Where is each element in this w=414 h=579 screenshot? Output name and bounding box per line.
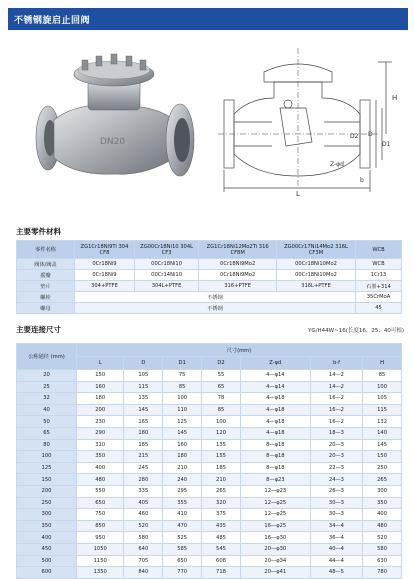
- dimensions-note: YG/H44W~16(长度16、25、40可根): [308, 328, 404, 334]
- table-cell: 630: [363, 555, 402, 567]
- table-cell: 585: [163, 543, 202, 555]
- table-cell: 705: [124, 555, 163, 567]
- svg-text:D: D: [368, 131, 373, 138]
- table-cell: 145: [124, 404, 163, 416]
- table-cell: 850: [77, 520, 124, 532]
- dn-cell: 500: [17, 555, 77, 567]
- table-cell: 4—φ18: [240, 393, 310, 405]
- materials-col-header: WCB: [356, 241, 402, 259]
- table-cell: 78: [202, 393, 241, 405]
- table-cell: 16—φ30: [240, 532, 310, 544]
- table-cell: 160: [163, 439, 202, 451]
- table-cell: 135: [202, 439, 241, 451]
- table-row: [17, 370, 402, 382]
- table-cell: 200: [77, 404, 124, 416]
- table-cell: 300: [363, 485, 402, 497]
- dn-col-header: 公称通径 (mm): [17, 344, 77, 370]
- table-cell: 8—φ18: [240, 439, 310, 451]
- table-cell: 75: [163, 370, 202, 382]
- dn-cell: 25: [17, 381, 77, 393]
- table-cell: 950: [77, 532, 124, 544]
- table-row: [17, 451, 402, 463]
- table-cell: 470: [163, 520, 202, 532]
- table-cell: 480: [363, 520, 402, 532]
- table-cell: 545: [202, 543, 241, 555]
- table-row: [17, 485, 402, 497]
- table-cell: 290: [77, 427, 124, 439]
- table-cell: 35CrMoA: [356, 292, 402, 303]
- table-cell: 石墨+314: [356, 281, 402, 292]
- table-cell: 22—3: [310, 462, 362, 474]
- table-cell: 44—4: [310, 555, 362, 567]
- table-cell: 245: [124, 462, 163, 474]
- dimension-drawing: [210, 38, 406, 198]
- table-cell: 180: [163, 451, 202, 463]
- materials-table: [16, 240, 402, 314]
- table-cell: 310: [77, 439, 124, 451]
- table-cell: 150: [77, 370, 124, 382]
- table-row: [17, 543, 402, 555]
- svg-text:DN20: DN20: [100, 137, 126, 147]
- table-cell: 650: [163, 555, 202, 567]
- dn-cell: 50: [17, 416, 77, 428]
- dn-cell: 40: [17, 404, 77, 416]
- table-cell: 840: [124, 567, 163, 579]
- table-cell: 1Cr13: [356, 270, 402, 281]
- table-row: [17, 509, 402, 521]
- table-cell: 85: [202, 404, 241, 416]
- table-cell: 304L+PTFE: [134, 281, 198, 292]
- table-cell: 12—φ25: [240, 509, 310, 521]
- table-cell: 185: [202, 462, 241, 474]
- materials-col-header: ZG1Cr18Ni12Mo2Ti 316 CF8M: [199, 241, 277, 259]
- table-cell: 34—4: [310, 520, 362, 532]
- valve-photo: [26, 40, 204, 190]
- table-cell: 550: [77, 485, 124, 497]
- table-cell: 250: [363, 462, 402, 474]
- table-cell: 115: [124, 381, 163, 393]
- table-row: [17, 416, 402, 428]
- table-cell: 525: [163, 532, 202, 544]
- table-cell: 105: [124, 370, 163, 382]
- table-cell: 410: [163, 509, 202, 521]
- table-cell: 240: [163, 474, 202, 486]
- table-cell: 180: [124, 427, 163, 439]
- dn-cell: 450: [17, 543, 77, 555]
- table-cell: 150: [363, 451, 402, 463]
- table-cell: 718: [202, 567, 241, 579]
- part-name: 阀体/阀盖: [17, 259, 75, 270]
- table-cell: 350: [363, 497, 402, 509]
- table-cell: 85: [163, 381, 202, 393]
- part-name: 螺母: [17, 303, 75, 314]
- table-cell: 295: [163, 485, 202, 497]
- table-cell: 185: [124, 439, 163, 451]
- svg-text:D2: D2: [350, 133, 359, 140]
- table-cell: 135: [124, 393, 163, 405]
- table-cell: 0Cr18Ni9: [75, 259, 135, 270]
- table-cell: 00Cr18Ni10Mo2: [277, 259, 356, 270]
- table-cell: 8—φ18: [240, 462, 310, 474]
- dn-cell: 65: [17, 427, 77, 439]
- table-cell: 316L+PTFE: [277, 281, 356, 292]
- table-row: [17, 381, 402, 393]
- dimensions-body: [17, 370, 402, 579]
- table-cell: 16—2: [310, 404, 362, 416]
- table-cell: 12—φ23: [240, 485, 310, 497]
- table-cell: 26—3: [310, 485, 362, 497]
- table-row: [17, 474, 402, 486]
- table-cell: 650: [77, 497, 124, 509]
- part-name: 摇瓣: [17, 270, 75, 281]
- table-cell: 1150: [77, 555, 124, 567]
- table-cell: 100: [202, 416, 241, 428]
- table-cell: 36—4: [310, 532, 362, 544]
- table-cell: 00Cr14Ni10: [134, 270, 198, 281]
- materials-header-row: [17, 241, 402, 259]
- svg-text:H: H: [392, 94, 398, 102]
- table-row: [17, 281, 402, 292]
- table-row: [17, 567, 402, 579]
- dim-col-header: Z-φd: [240, 357, 310, 370]
- table-cell: 65: [202, 381, 241, 393]
- group-col-header: 尺寸(mm): [77, 344, 402, 357]
- table-cell: 00Cr18Ni10Mo2: [277, 270, 356, 281]
- dn-cell: 400: [17, 532, 77, 544]
- table-cell: 608: [202, 555, 241, 567]
- table-cell: 304+PTFE: [75, 281, 135, 292]
- table-row: [17, 532, 402, 544]
- table-cell: 30—3: [310, 497, 362, 509]
- materials-col-header: ZG1Cr18Ni9Ti 304 CF8: [75, 241, 135, 259]
- table-cell: 750: [77, 509, 124, 521]
- part-name: 垫片: [17, 281, 75, 292]
- table-cell: 4—φ14: [240, 381, 310, 393]
- table-cell: 265: [202, 485, 241, 497]
- table-cell: 355: [163, 497, 202, 509]
- table-cell: 4—φ14: [240, 370, 310, 382]
- table-cell: 4—φ18: [240, 427, 310, 439]
- table-cell: 400: [363, 509, 402, 521]
- table-cell: 580: [363, 543, 402, 555]
- table-row: [17, 270, 402, 281]
- dn-cell: 350: [17, 520, 77, 532]
- dim-col-header: L: [77, 357, 124, 370]
- dim-col-header: b-f: [310, 357, 362, 370]
- table-row: [17, 404, 402, 416]
- table-row: [17, 555, 402, 567]
- dn-cell: 125: [17, 462, 77, 474]
- dimensions-heading: 主要连接尺寸: [16, 325, 61, 334]
- table-cell: 485: [202, 532, 241, 544]
- table-cell: 335: [124, 485, 163, 497]
- table-cell: 55: [202, 370, 241, 382]
- table-cell: 100: [363, 381, 402, 393]
- table-cell: 210: [163, 462, 202, 474]
- materials-heading: 主要零件材料: [16, 227, 61, 236]
- table-cell: 265: [363, 474, 402, 486]
- table-row: [17, 462, 402, 474]
- table-cell: 400: [77, 462, 124, 474]
- table-cell: 20—φ30: [240, 543, 310, 555]
- table-cell: 0Cr18Ni9: [75, 270, 135, 281]
- materials-col-header: ZG00Cr17Ni14Mo2 316L CF3M: [277, 241, 356, 259]
- table-cell: 180: [77, 393, 124, 405]
- table-cell: 125: [163, 416, 202, 428]
- table-cell: 不锈钢: [75, 303, 356, 314]
- table-cell: 350: [77, 451, 124, 463]
- table-cell: 16—2: [310, 416, 362, 428]
- svg-text:D1: D1: [382, 141, 391, 148]
- table-cell: 405: [124, 497, 163, 509]
- table-cell: 16—2: [310, 393, 362, 405]
- table-cell: WCB: [356, 259, 402, 270]
- table-row: [17, 427, 402, 439]
- dimensions-header-row: [17, 344, 402, 357]
- table-cell: 210: [202, 474, 241, 486]
- dn-cell: 32: [17, 393, 77, 405]
- dn-cell: 200: [17, 485, 77, 497]
- table-cell: 20—φ41: [240, 567, 310, 579]
- table-cell: 14—2: [310, 370, 362, 382]
- table-cell: 320: [202, 497, 241, 509]
- table-cell: 165: [124, 416, 163, 428]
- table-cell: 110: [163, 404, 202, 416]
- dim-col-header: D2: [202, 357, 241, 370]
- table-cell: 0Cr18Ni9Mo2: [199, 270, 277, 281]
- table-cell: 770: [163, 567, 202, 579]
- table-cell: 215: [124, 451, 163, 463]
- table-row: [17, 497, 402, 509]
- table-cell: 145: [363, 439, 402, 451]
- table-cell: 580: [124, 532, 163, 544]
- table-cell: 520: [363, 532, 402, 544]
- table-cell: 30—3: [310, 509, 362, 521]
- table-cell: 230: [77, 416, 124, 428]
- table-cell: 480: [77, 474, 124, 486]
- table-cell: 120: [202, 427, 241, 439]
- table-cell: 375: [202, 509, 241, 521]
- table-cell: 48—5: [310, 567, 362, 579]
- table-cell: 140: [363, 427, 402, 439]
- table-cell: 20—3: [310, 439, 362, 451]
- dn-cell: 20: [17, 370, 77, 382]
- table-cell: 4—φ18: [240, 404, 310, 416]
- dn-cell: 250: [17, 497, 77, 509]
- svg-text:L: L: [296, 190, 300, 198]
- table-cell: 145: [163, 427, 202, 439]
- table-cell: 0Cr18Ni9Mo2: [199, 259, 277, 270]
- dn-cell: 600: [17, 567, 77, 579]
- dim-col-header: D: [124, 357, 163, 370]
- table-cell: 100: [163, 393, 202, 405]
- table-cell: 280: [124, 474, 163, 486]
- table-cell: 18—3: [310, 427, 362, 439]
- table-row: [17, 292, 402, 303]
- table-cell: 520: [124, 520, 163, 532]
- page-title: 不锈钢旋启止回阀: [14, 16, 91, 26]
- table-cell: 14—2: [310, 381, 362, 393]
- table-cell: 20—φ34: [240, 555, 310, 567]
- table-cell: 780: [363, 567, 402, 579]
- table-cell: 115: [363, 404, 402, 416]
- table-cell: 16—φ25: [240, 520, 310, 532]
- table-cell: 45: [356, 303, 402, 314]
- materials-col-header: ZG00Cr18Ni10 304L CF3: [134, 241, 198, 259]
- table-row: [17, 259, 402, 270]
- table-cell: 316+PTFE: [199, 281, 277, 292]
- table-cell: 12—φ25: [240, 497, 310, 509]
- table-cell: 8—φ23: [240, 474, 310, 486]
- table-cell: 460: [124, 509, 163, 521]
- table-cell: 155: [202, 451, 241, 463]
- table-row: [17, 439, 402, 451]
- table-cell: 24—3: [310, 474, 362, 486]
- materials-col-header: 零件名称: [17, 241, 75, 259]
- table-row: [17, 393, 402, 405]
- table-cell: 132: [363, 416, 402, 428]
- dim-col-header: D1: [163, 357, 202, 370]
- table-row: [17, 520, 402, 532]
- table-cell: 40—4: [310, 543, 362, 555]
- table-cell: 435: [202, 520, 241, 532]
- table-cell: 00Cr18Ni10: [134, 259, 198, 270]
- dim-col-header: H: [363, 357, 402, 370]
- svg-text:Z-φd: Z-φd: [330, 161, 344, 168]
- table-cell: 105: [363, 393, 402, 405]
- table-cell: 8—φ18: [240, 451, 310, 463]
- table-cell: 160: [77, 381, 124, 393]
- table-cell: 85: [363, 370, 402, 382]
- page-title-bar: [8, 8, 408, 30]
- dn-cell: 300: [17, 509, 77, 521]
- table-row: [17, 303, 402, 314]
- table-cell: 1050: [77, 543, 124, 555]
- dn-cell: 100: [17, 451, 77, 463]
- table-cell: 不锈钢: [75, 292, 356, 303]
- table-cell: 4—φ18: [240, 416, 310, 428]
- part-name: 螺栓: [17, 292, 75, 303]
- dimensions-table: [16, 343, 402, 579]
- table-cell: 20—3: [310, 451, 362, 463]
- dn-cell: 150: [17, 474, 77, 486]
- dn-cell: 80: [17, 439, 77, 451]
- table-cell: 1350: [77, 567, 124, 579]
- table-cell: 640: [124, 543, 163, 555]
- svg-text:b: b: [360, 177, 364, 184]
